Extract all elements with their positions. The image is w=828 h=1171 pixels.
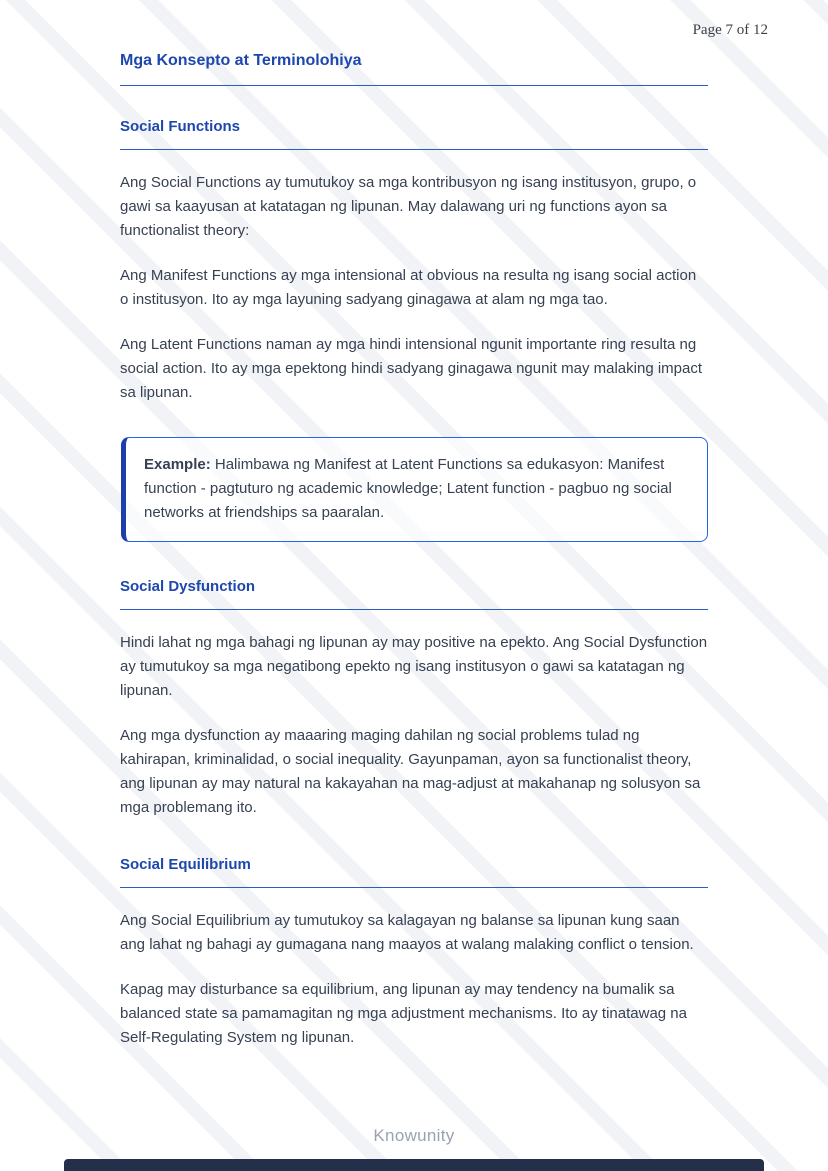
paragraph: Ang Social Equilibrium ay tumutukoy sa kalagayan ng balanse sa lipunan kung saan ang lahat ng bahagi ay gumagana nang maayos at walang malaking conflict o tension. [120,912,694,953]
paragraph: Ang Latent Functions naman ay mga hindi intensional ngunit importante ring resulta ng social action. Ito ay mga epektong hindi sadyang ginagawa ngunit may malaking impact sa lipunan. [120,336,703,401]
footer-brand: Knowunity [373,1126,455,1145]
example-label: Example: [144,456,211,473]
paragraph: Ang Social Functions ay tumutukoy sa mga kontribusyon ng isang institusyon, grupo, o gawi sa kaayusan at katatagan ng lipunan. May dalawang uri ng functions ayon sa functionalist theory: [120,174,697,239]
paragraph: Hindi lahat ng mga bahagi ng lipunan ay may positive na epekto. Ang Social Dysfunction ay tumutukoy sa mga negatibong epekto ng isang institusyon o gawi sa katatagan ng lipunan. [120,634,708,699]
document-title: Mga Konsepto at Terminolohiya [120,52,708,86]
paragraph: Ang mga dysfunction ay maaaring maging dahilan ng social problems tulad ng kahirapan, kriminalidad, o social inequality. Gayunpaman, ayon sa functionalist theory, ang lipunan ay may natural na kakayahan na mag-adjust at makahanap ng solusyon sa mga problemang ito. [120,727,701,816]
page-indicator: Page 7 of 12 [692,22,768,38]
section-heading-social-equilibrium: Social Equilibrium [120,856,708,888]
section-heading-social-dysfunction: Social Dysfunction [120,578,708,610]
example-callout-box [121,437,708,542]
example-text: Halimbawa ng Manifest at Latent Functions sa edukasyon: Manifest function - pagtuturo ng academic knowledge; Latent function - pagbuo ng social networks at friendships sa paaralan. [144,456,672,521]
paragraph: Kapag may disturbance sa equilibrium, ang lipunan ay may tendency na bumalik sa balanced state sa pamamagitan ng mga adjustment mechanisms. Ito ay tinatawag na Self-Regulating System ng lipunan. [120,981,687,1046]
bottom-bar [64,1159,764,1171]
paragraph: Ang Manifest Functions ay mga intensional at obvious na resulta ng isang social action o institusyon. Ito ay mga layuning sadyang ginagawa at alam ng mga tao. [120,267,697,308]
section-heading-social-functions: Social Functions [120,118,708,150]
